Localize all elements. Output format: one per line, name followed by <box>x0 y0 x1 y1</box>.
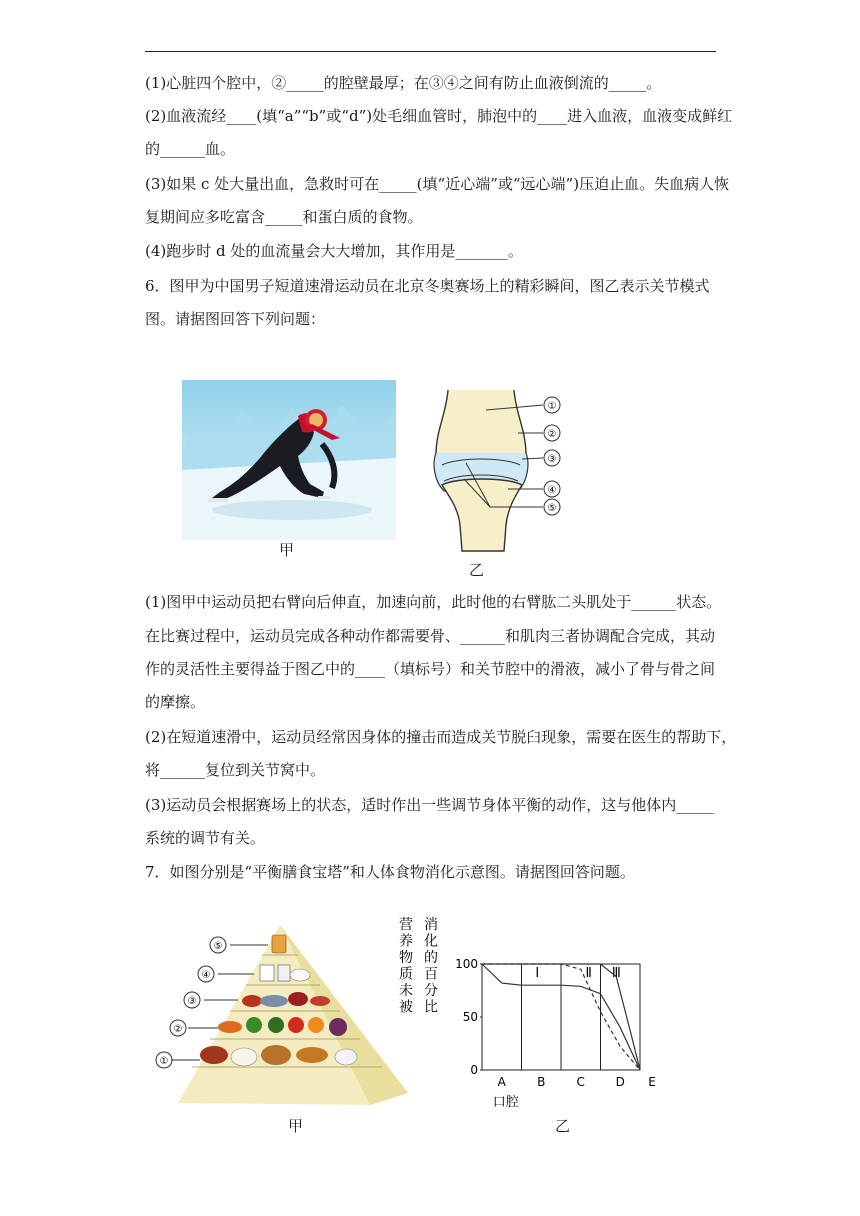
ylabel-col2-char: 百 <box>424 966 438 983</box>
q5-item-4: (4)跑步时 d 处的血流量会大大增加，其作用是_______。 <box>145 242 523 260</box>
ylabel-col2-char: 比 <box>424 999 438 1016</box>
skater-photo <box>182 380 396 540</box>
x-tick-label: D <box>615 1075 625 1089</box>
y-tick-label: 100 <box>455 957 478 971</box>
q5-item-1: (1)心脏四个腔中，②_____的腔壁最厚；在③④之间有防止血液倒流的_____。 <box>145 74 662 92</box>
ylabel-col2-char: 化 <box>424 933 438 950</box>
pyramid-label-2: ② <box>173 1024 183 1035</box>
q5-item-2-line1: (2)血液流经____(填“a”“b”或“d”)处毛细血管时，肺泡中的____进入血液，血液变成鲜红 <box>145 107 733 125</box>
q6-figure-jia-caption: 甲 <box>279 541 295 559</box>
ylabel-col1-char: 未 <box>399 983 413 999</box>
joint-label-2: ② <box>547 429 557 440</box>
joint-label-3: ③ <box>547 454 557 465</box>
ylabel-col1-char: 营 <box>399 917 413 933</box>
ylabel-col2-char: 的 <box>424 950 438 966</box>
digestion-chart <box>390 915 670 1115</box>
q6-item-2-line2: 将______复位到关节窝中。 <box>145 761 326 779</box>
q7-figure-yi-caption: 乙 <box>555 1117 571 1135</box>
ylabel-col1-char: 物 <box>399 950 413 966</box>
ylabel-col2-char: 消 <box>424 917 438 933</box>
q7-stem: 7．如图分别是“平衡膳食宝塔”和人体食物消化示意图。请据图回答问题。 <box>145 863 635 881</box>
q6-item-2-line1: (2)在短道速滑中，运动员经常因身体的撞击而造成关节脱臼现象，需要在医生的帮助下， <box>145 728 737 746</box>
q6-figure-yi-caption: 乙 <box>469 561 485 579</box>
q6-item-1-line4: 的摩擦。 <box>145 693 206 711</box>
header-rule <box>145 51 716 52</box>
x-tick-label: A <box>497 1075 506 1089</box>
pyramid-label-3: ③ <box>187 996 197 1007</box>
y-tick-label: 0 <box>470 1063 478 1077</box>
q5-item-2-line2: 的______血。 <box>145 140 236 158</box>
q7-figure-jia-caption: 甲 <box>288 1117 304 1135</box>
q6-item-3-line1: (3)运动员会根据赛场上的状态，适时作出一些调节身体平衡的动作，这与他体内_____ <box>145 796 714 814</box>
q5-item-3-line1: (3)如果 c 处大量出血，急救时可在_____(填“近心端”或“远心端”)压迫止血。失血病人恢 <box>145 175 730 193</box>
ylabel-col1-char: 质 <box>399 966 413 983</box>
q6-stem-line1: 6．图甲为中国男子短道速滑运动员在北京冬奥赛场上的精彩瞬间，图乙表示关节模式 <box>145 277 710 295</box>
joint-label-4: ④ <box>547 485 557 496</box>
joint-diagram <box>418 385 578 555</box>
ylabel-col1-char: 被 <box>399 999 413 1016</box>
region-label: Ⅱ <box>585 966 592 981</box>
q5-item-3-line2: 复期间应多吃富含_____和蛋白质的食物。 <box>145 208 423 226</box>
q6-item-3-line2: 系统的调节有关。 <box>145 829 266 847</box>
food-pyramid <box>150 915 412 1110</box>
region-label: Ⅲ <box>611 966 621 981</box>
q6-item-1-line3: 作的灵活性主要得益于图乙中的____（填标号）和关节腔中的滑液，减小了骨与骨之间 <box>145 660 716 678</box>
ylabel-col2-char: 分 <box>424 983 438 999</box>
joint-label-1: ① <box>547 401 557 412</box>
q6-item-1-line1: (1)图甲中运动员把右臂向后伸直，加速向前，此时他的右臂肱二头肌处于______状态。 <box>145 593 722 611</box>
pyramid-label-5: ⑤ <box>213 941 223 952</box>
x-tick-label: B <box>537 1075 546 1089</box>
x-tick-label: E <box>648 1075 656 1089</box>
y-tick-label: 50 <box>462 1010 478 1024</box>
x-note-oral: 口腔 <box>492 1095 519 1110</box>
joint-label-5: ⑤ <box>547 503 557 514</box>
ylabel-col1-char: 养 <box>399 933 413 950</box>
region-label: Ⅰ <box>535 966 540 981</box>
q6-item-1-line2: 在比赛过程中，运动员完成各种动作都需要骨、______和肌肉三者协调配合完成，其动 <box>145 627 716 645</box>
q6-stem-line2: 图。请据图回答下列问题： <box>145 310 326 328</box>
x-tick-label: C <box>576 1075 585 1089</box>
pyramid-label-1: ① <box>159 1056 169 1067</box>
pyramid-label-4: ④ <box>201 970 211 981</box>
